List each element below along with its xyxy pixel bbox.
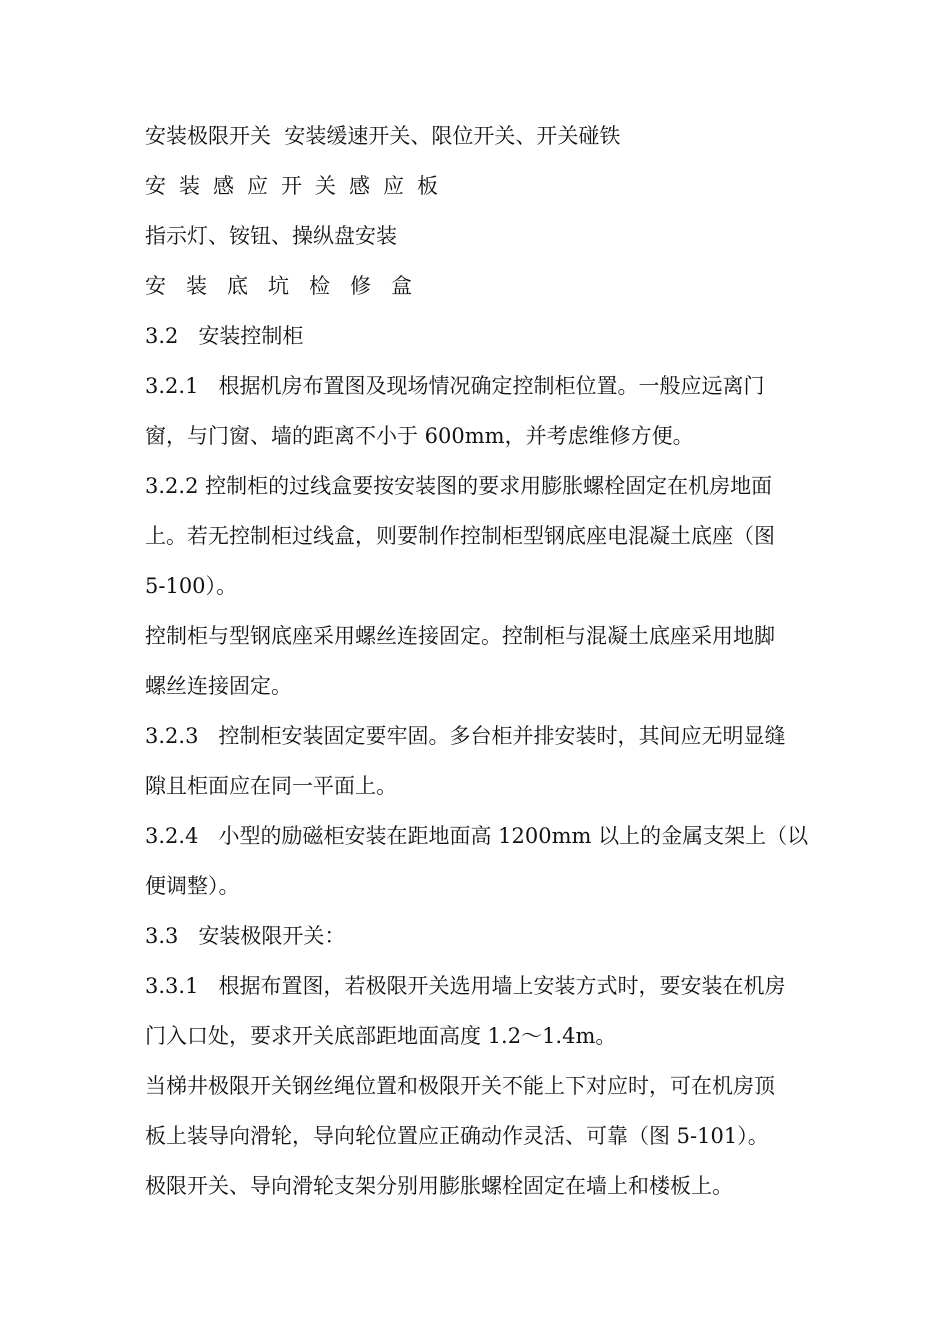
text-line: 螺丝连接固定。 bbox=[145, 674, 292, 698]
text-line: 窗，与门窗、墙的距离不小于 600mm，并考虑维修方便。 bbox=[145, 424, 694, 448]
section-heading: 3.2 安装控制柜 bbox=[145, 324, 304, 348]
text-line: 门入口处，要求开关底部距地面高度 1.2～1.4m。 bbox=[145, 1024, 617, 1048]
text-line: 3.2.4 小型的励磁柜安装在距地面高 1200mm 以上的金属支架上（以 bbox=[145, 824, 809, 848]
text-line: 安装极限开关 安装缓速开关、限位开关、开关碰铁 bbox=[145, 124, 621, 148]
text-line: 便调整）。 bbox=[145, 874, 240, 898]
text-line: 隙且柜面应在同一平面上。 bbox=[145, 774, 397, 798]
section-heading: 3.3 安装极限开关： bbox=[145, 924, 346, 948]
text-line: 3.2.2 控制柜的过线盒要按安装图的要求用膨胀螺栓固定在机房地面 bbox=[145, 474, 773, 498]
text-line: 3.2.3 控制柜安装固定要牢固。多台柜并排安装时，其间应无明显缝 bbox=[145, 724, 786, 748]
text-line: 控制柜与型钢底座采用螺丝连接固定。控制柜与混凝土底座采用地脚 bbox=[145, 624, 775, 648]
text-line: 3.2.1 根据机房布置图及现场情况确定控制柜位置。一般应远离门 bbox=[145, 374, 765, 398]
text-line: 上。若无控制柜过线盒，则要制作控制柜型钢底座电混凝土底座（图 bbox=[145, 524, 775, 548]
text-line: 极限开关、导向滑轮支架分别用膨胀螺栓固定在墙上和楼板上。 bbox=[145, 1174, 733, 1198]
text-line: 板上装导向滑轮，导向轮位置应正确动作灵活、可靠（图 5-101）。 bbox=[145, 1124, 769, 1148]
text-line: 3.3.1 根据布置图，若极限开关选用墙上安装方式时，要安装在机房 bbox=[145, 974, 786, 998]
text-line: 安装底坑检修盒 bbox=[145, 274, 432, 298]
text-line: 当梯井极限开关钢丝绳位置和极限开关不能上下对应时，可在机房顶 bbox=[145, 1074, 775, 1098]
text-line: 指示灯、铵钮、操纵盘安装 bbox=[145, 224, 397, 248]
text-line: 安装感应开关感应板 bbox=[145, 174, 451, 198]
text-line: 5-100）。 bbox=[145, 574, 238, 598]
